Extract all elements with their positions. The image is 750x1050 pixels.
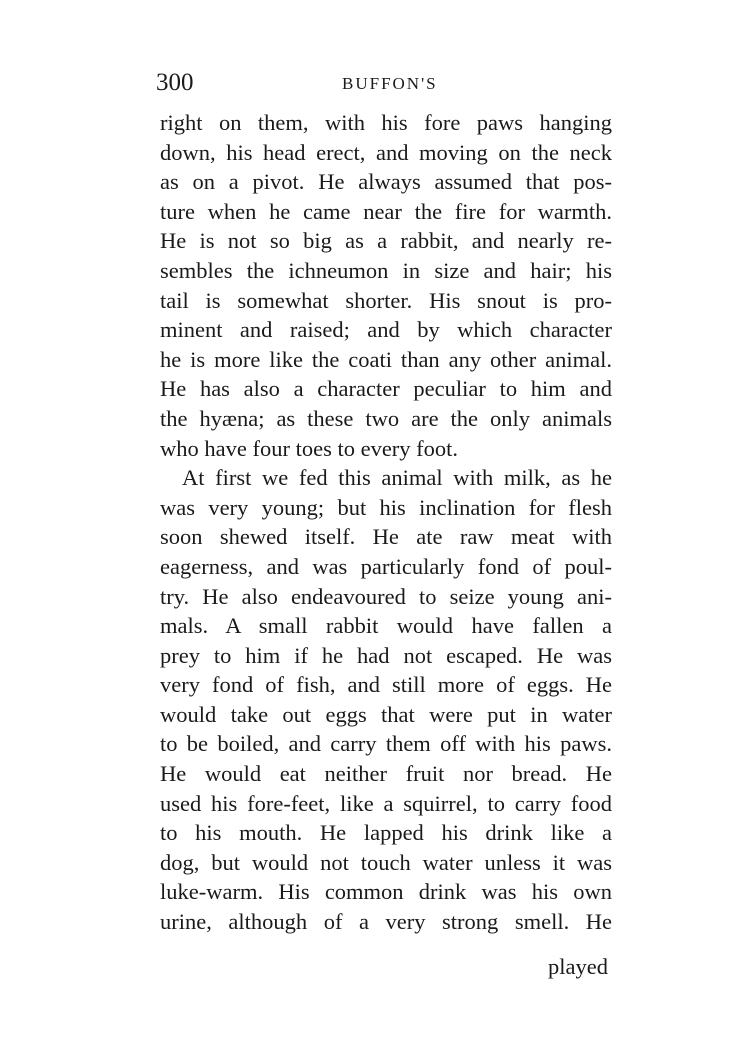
- text-line: right on them, with his fore paws hanging: [160, 110, 612, 135]
- text-line: try. He also endeavoured to seize young ani-: [160, 583, 612, 609]
- text-line: very fond of fish, and still more of eggs. He: [160, 672, 612, 698]
- text-line: prey to him if he had not escaped. He was: [160, 642, 612, 668]
- text-line: mals. A small rabbit would have fallen a: [160, 613, 612, 639]
- text-line: to his mouth. He lapped his drink like a: [160, 820, 612, 846]
- text-line: He has also a character peculiar to him and: [160, 376, 612, 402]
- text-line: eagerness, and was particularly fond of poul-: [160, 553, 612, 579]
- text-line: soon shewed itself. He ate raw meat with: [160, 524, 612, 550]
- text-line: sembles the ichneumon in size and hair; his: [160, 257, 612, 283]
- catchword: played: [548, 954, 608, 979]
- page-number: 300: [156, 69, 194, 96]
- text-line: minent and raised; and by which character: [160, 317, 612, 343]
- running-head: [156, 68, 616, 98]
- text-line: would take out eggs that were put in water: [160, 701, 612, 727]
- text-line: tail is somewhat shorter. His snout is pro-: [160, 287, 612, 313]
- text-line: luke-warm. His common drink was his own: [160, 879, 612, 905]
- text-line: At first we fed this animal with milk, as he: [182, 465, 612, 491]
- text-line: to be boiled, and carry them off with his paws.: [160, 731, 612, 757]
- text-line: used his fore-feet, like a squirrel, to carry food: [160, 790, 612, 816]
- text-line: he is more like the coati than any other animal.: [160, 346, 612, 372]
- text-line: He is not so big as a rabbit, and nearly re-: [160, 228, 612, 254]
- text-line: who have four toes to every foot.: [160, 435, 459, 461]
- text-line: dog, but would not touch water unless it was: [160, 849, 612, 875]
- running-title: BUFFON'S: [342, 74, 438, 93]
- text-line: as on a pivot. He always assumed that pos-: [160, 169, 612, 195]
- body-text: [160, 108, 612, 937]
- text-line: the hyæna; as these two are the only animals: [160, 405, 612, 431]
- text-line: urine, although of a very strong smell. He: [160, 909, 612, 935]
- text-line: ture when he came near the fire for warmth.: [160, 198, 612, 224]
- text-line: was very young; but his inclination for flesh: [160, 494, 612, 520]
- text-line: down, his head erect, and moving on the neck: [160, 139, 612, 165]
- text-line: He would eat neither fruit nor bread. He: [160, 761, 612, 787]
